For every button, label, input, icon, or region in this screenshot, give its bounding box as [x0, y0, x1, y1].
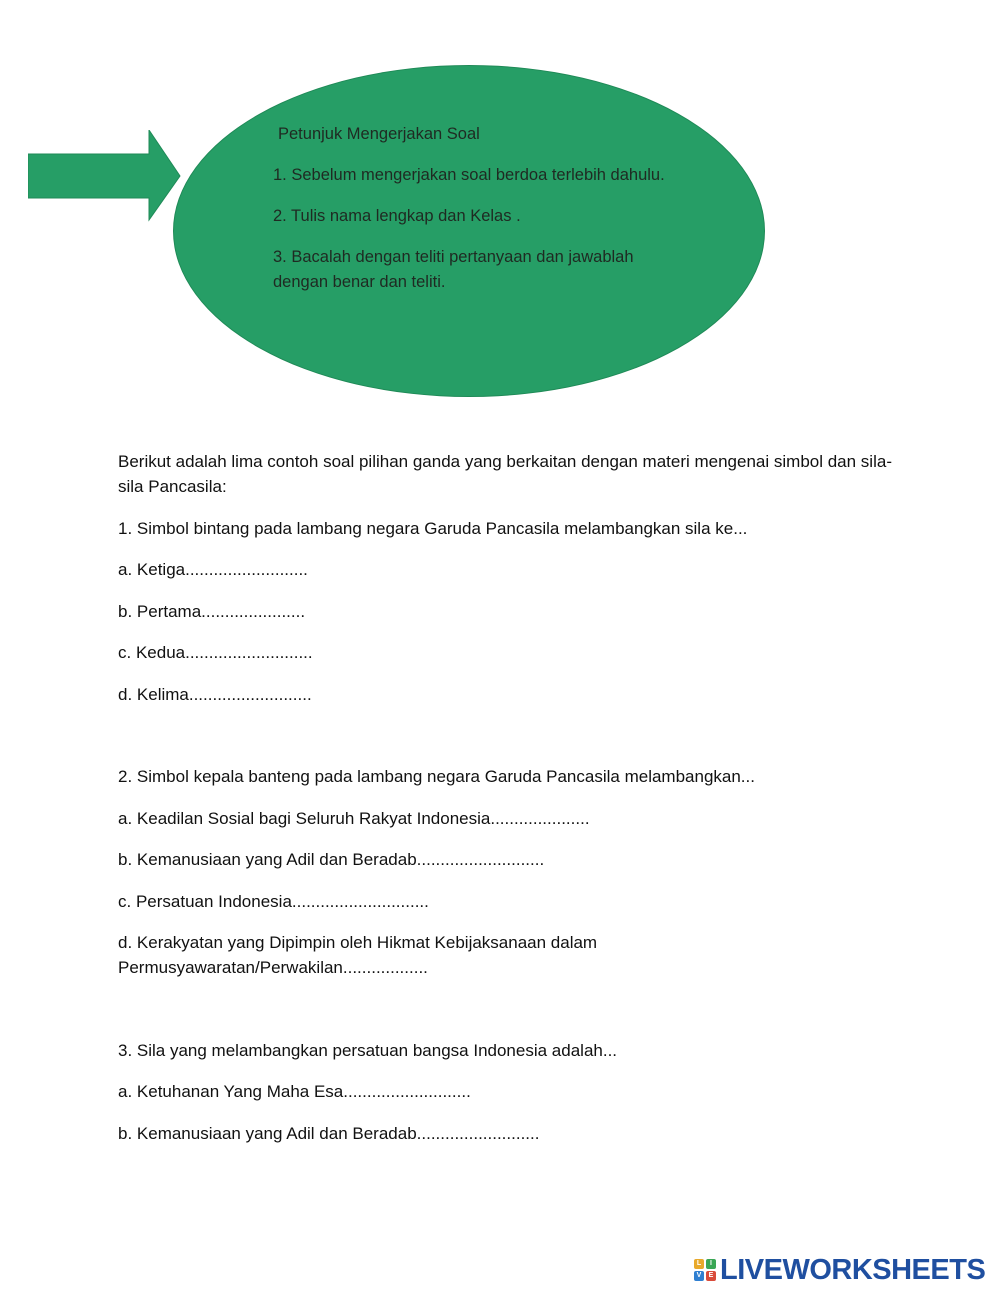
logo-mark-icon: L I V E	[694, 1259, 716, 1281]
instruction-item: 3. Bacalah dengan teliti pertanyaan dan jawablah dengan benar dan teliti.	[273, 248, 634, 291]
worksheet-content	[118, 449, 898, 1162]
question-text: 3. Sila yang melambangkan persatuan bangsa Indonesia adalah...	[118, 1040, 618, 1060]
answer-option[interactable]: b. Kemanusiaan yang Adil dan Beradab..........................	[118, 1123, 540, 1143]
question-text: 2. Simbol kepala banteng pada lambang negara Garuda Pancasila melambangkan...	[118, 767, 755, 786]
answer-option[interactable]: b. Pertama......................	[118, 601, 306, 621]
answer-option[interactable]: a. Ketuhanan Yang Maha Esa...........................	[118, 1082, 471, 1101]
question-text: 1. Simbol bintang pada lambang negara Garuda Pancasila melambangkan sila ke...	[118, 518, 748, 538]
arrow-right-shape	[28, 130, 188, 222]
answer-option[interactable]: a. Keadilan Sosial bagi Seluruh Rakyat Indonesia.....................	[118, 808, 590, 828]
instructions-panel	[273, 122, 693, 311]
intro-text: Berikut adalah lima contoh soal pilihan ganda yang berkaitan dengan materi mengenai simbol dan sila-sila Pancasila:	[118, 452, 892, 496]
logo-wordmark: LIVEWORKSHEETS	[720, 1253, 986, 1286]
instruction-item: 2. Tulis nama lengkap dan Kelas .	[273, 207, 521, 225]
spacer	[118, 723, 898, 764]
instructions-title: Petunjuk Mengerjakan Soal	[278, 125, 480, 143]
answer-option[interactable]: d. Kelima..........................	[118, 684, 312, 704]
answer-option[interactable]: a. Ketiga..........................	[118, 560, 308, 579]
answer-option[interactable]: d. Kerakyatan yang Dipimpin oleh Hikmat Kebijaksanaan dalam Permusyawaratan/Perwakilan..................	[118, 933, 598, 977]
answer-option[interactable]: b. Kemanusiaan yang Adil dan Beradab...........................	[118, 850, 545, 869]
answer-option[interactable]: c. Persatuan Indonesia.............................	[118, 891, 429, 911]
spacer	[118, 997, 898, 1038]
answer-option[interactable]: c. Kedua...........................	[118, 643, 313, 662]
liveworksheets-logo	[694, 1253, 985, 1287]
instruction-item: 1. Sebelum mengerjakan soal berdoa terlebih dahulu.	[273, 166, 665, 184]
